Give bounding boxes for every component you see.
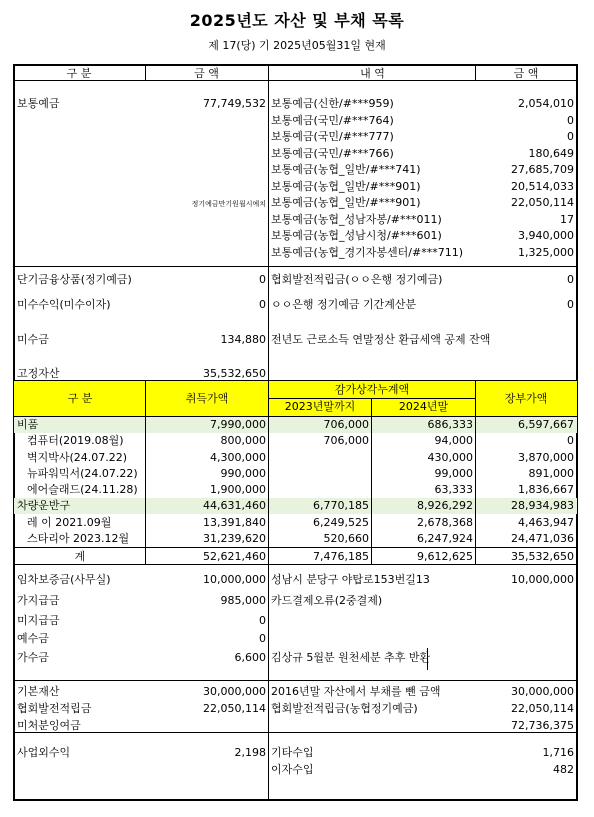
header-divider bbox=[14, 80, 577, 81]
liability-label: 가지급금 bbox=[17, 594, 60, 607]
liability-desc: 카드결제오류(2중결제) bbox=[271, 594, 383, 607]
column-rule bbox=[268, 65, 269, 381]
fixed-row-dep-current: 430,000 bbox=[427, 450, 473, 464]
fixed-header-depreciation: 감가상각누계액 bbox=[334, 383, 410, 396]
fixed-row-cost: 990,000 bbox=[220, 466, 266, 480]
header-detail: 내 역 bbox=[360, 67, 385, 80]
equity-desc-amount: 30,000,000 bbox=[511, 685, 574, 698]
document-subtitle: 제 17(당) 기 2025년05월31일 현재 bbox=[208, 39, 386, 52]
column-rule bbox=[475, 65, 476, 81]
fixed-total-cost: 52,621,460 bbox=[203, 550, 266, 563]
equity-desc-amount: 22,050,114 bbox=[511, 702, 574, 715]
fixed-row-cost: 800,000 bbox=[220, 434, 266, 448]
column-rule bbox=[371, 398, 372, 564]
equity-desc: 협회발전적립금(농협정기예금) bbox=[271, 702, 418, 715]
fixed-row-cost: 31,239,620 bbox=[203, 531, 266, 545]
fixed-row-book: 6,597,667 bbox=[518, 418, 574, 431]
deposit-amount: 77,749,532 bbox=[203, 97, 266, 110]
receivable-desc: 전년도 근로소득 연말정산 환급세액 공제 잔액 bbox=[271, 333, 491, 346]
accrued-desc-amount: 0 bbox=[567, 298, 574, 311]
fixed-header-cost: 취득가액 bbox=[185, 392, 229, 405]
deposit-label: 보통예금 bbox=[17, 97, 60, 110]
fixed-row-name: 레 이 2021.09월 bbox=[27, 515, 112, 529]
fixed-row-name: 스타리아 2023.12월 bbox=[27, 531, 130, 545]
fixed-row-cost: 44,631,460 bbox=[203, 499, 266, 513]
fixed-row-name: 컴퓨터(2019.08월) bbox=[27, 434, 124, 448]
row-divider bbox=[14, 380, 577, 381]
fixed-total-dep-current: 9,612,625 bbox=[417, 550, 473, 563]
column-rule bbox=[475, 381, 476, 564]
short-term-label: 단기금융상품(정기예금) bbox=[17, 273, 132, 286]
fixed-row-dep-prev: 6,249,525 bbox=[313, 515, 369, 529]
row-divider bbox=[14, 680, 577, 681]
fixed-row-book: 4,463,947 bbox=[518, 515, 574, 529]
fixed-row-dep-prev: 706,000 bbox=[323, 434, 369, 448]
deposit-item-amount: 20,514,033 bbox=[511, 179, 574, 193]
column-rule bbox=[268, 381, 269, 564]
row-divider bbox=[14, 732, 577, 733]
deposit-item-desc: 보통예금(농협_일반/#***741) bbox=[271, 163, 421, 176]
header-category: 구 분 bbox=[66, 67, 92, 80]
short-term-amount: 0 bbox=[259, 273, 266, 286]
equity-amount: 22,050,114 bbox=[203, 702, 266, 715]
fixed-row-book: 24,471,036 bbox=[511, 531, 574, 545]
deposit-item-desc: 보통예금(신한/#***959) bbox=[271, 97, 394, 110]
fixed-row-name: 차량운반구 bbox=[17, 499, 71, 513]
liability-label: 가수금 bbox=[17, 651, 49, 664]
deposit-item-desc: 보통예금(농협_일반/#***901) bbox=[271, 196, 421, 209]
deposit-item-amount: 180,649 bbox=[528, 146, 574, 160]
equity-label: 협회발전적립금 bbox=[17, 702, 92, 715]
income-item-amount: 1,716 bbox=[542, 746, 574, 759]
income-item-desc: 이자수입 bbox=[271, 763, 314, 776]
fixed-header-dep-current: 2024년말 bbox=[398, 400, 449, 413]
fixed-row-book: 3,870,000 bbox=[518, 450, 574, 464]
header-detail-amount: 금 액 bbox=[513, 67, 539, 80]
liability-desc: 김상규 5월분 원천세분 추후 반환 bbox=[271, 651, 431, 664]
equity-label: 미처분잉여금 bbox=[17, 719, 81, 732]
liability-amount: 10,000,000 bbox=[203, 573, 266, 586]
fixed-row-book: 891,000 bbox=[528, 466, 574, 480]
deposit-item-amount: 0 bbox=[567, 130, 574, 143]
liability-amount: 985,000 bbox=[220, 594, 266, 607]
fixed-row-dep-current: 686,333 bbox=[427, 418, 473, 431]
deposit-item-desc: 보통예금(농협_경기자봉센터/#***711) bbox=[271, 245, 464, 259]
fixed-row-dep-prev: 520,660 bbox=[323, 531, 369, 545]
fixed-row-dep-current: 2,678,368 bbox=[417, 515, 473, 529]
fixed-row-book: 28,934,983 bbox=[511, 499, 574, 513]
row-divider bbox=[14, 564, 577, 565]
column-rule bbox=[145, 381, 146, 564]
fixed-row-cost: 13,391,840 bbox=[203, 515, 266, 529]
fixed-row-dep-current: 8,926,292 bbox=[417, 499, 473, 513]
fixed-row-cost: 4,300,000 bbox=[210, 450, 266, 464]
liability-desc: 성남시 분당구 야탑로153번길13 bbox=[271, 573, 430, 586]
equity-desc-amount: 72,736,375 bbox=[511, 719, 574, 732]
fixed-row-name: 벽지박사(24.07.22) bbox=[27, 450, 128, 464]
receivable-label: 미수금 bbox=[17, 333, 49, 346]
deposit-item-amount: 1,325,000 bbox=[518, 245, 574, 259]
income-amount: 2,198 bbox=[234, 746, 266, 759]
short-term-desc-amount: 0 bbox=[567, 273, 574, 286]
row-divider bbox=[14, 416, 577, 417]
accrued-amount: 0 bbox=[259, 298, 266, 311]
deposit-item-amount: 17 bbox=[560, 212, 574, 226]
deposit-item-desc: 보통예금(국민/#***764) bbox=[271, 113, 394, 127]
fixed-header-dep-prev: 2023년말까지 bbox=[284, 400, 356, 413]
fixed-header-book: 장부가액 bbox=[504, 392, 548, 405]
fixed-assets-label: 고정자산 bbox=[17, 367, 60, 380]
fixed-row-cost: 7,990,000 bbox=[210, 418, 266, 431]
header-amount: 금 액 bbox=[194, 67, 219, 80]
total-divider bbox=[14, 547, 577, 548]
income-item-desc: 기타수입 bbox=[271, 746, 314, 759]
deposit-item-desc: 보통예금(국민/#***777) bbox=[271, 130, 394, 143]
fixed-row-dep-current: 63,333 bbox=[434, 483, 473, 496]
equity-label: 기본재산 bbox=[17, 685, 60, 698]
accrued-label: 미수수익(미수이자) bbox=[17, 298, 111, 311]
fixed-row-dep-prev: 706,000 bbox=[323, 418, 369, 431]
row-divider bbox=[14, 266, 577, 267]
accrued-desc: ㅇㅇ은행 정기예금 기간계산분 bbox=[271, 298, 417, 311]
fixed-total-dep-prev: 7,476,185 bbox=[313, 550, 369, 563]
fixed-row-cost: 1,900,000 bbox=[210, 483, 266, 496]
bracket-line bbox=[427, 648, 428, 670]
equity-amount: 30,000,000 bbox=[203, 685, 266, 698]
fixed-row-dep-current: 94,000 bbox=[434, 434, 473, 448]
fixed-header-name: 구 분 bbox=[67, 392, 93, 405]
deposit-item-amount: 0 bbox=[567, 113, 574, 127]
fixed-assets-amount: 35,532,650 bbox=[203, 367, 266, 380]
fixed-row-book: 1,836,667 bbox=[518, 483, 574, 496]
fixed-row-name: 비품 bbox=[17, 418, 39, 431]
document-title: 2025년도 자산 및 부채 목록 bbox=[189, 11, 405, 30]
deposit-item-desc: 보통예금(농협_일반/#***901) bbox=[271, 179, 421, 193]
liability-desc-amount: 10,000,000 bbox=[511, 573, 574, 586]
deposit-item-desc: 보통예금(국민/#***766) bbox=[271, 146, 394, 160]
fixed-row-dep-prev: 6,770,185 bbox=[313, 499, 369, 513]
fixed-row-dep-current: 6,247,924 bbox=[417, 531, 473, 545]
liability-amount: 6,600 bbox=[234, 651, 266, 664]
deposit-item-desc: 보통예금(농협_성남시청/#***601) bbox=[271, 229, 442, 242]
liability-amount: 0 bbox=[259, 614, 266, 627]
column-rule bbox=[145, 65, 146, 81]
short-term-desc: 협회발전적립금(ㅇㅇ은행 정기예금) bbox=[271, 273, 443, 286]
fixed-total-book: 35,532,650 bbox=[511, 550, 574, 563]
deposit-item-amount: 2,054,010 bbox=[518, 97, 574, 110]
deposit-item-amount: 27,685,709 bbox=[511, 163, 574, 176]
liability-label: 미지급금 bbox=[17, 614, 60, 627]
liability-label: 임차보증금(사무실) bbox=[17, 573, 111, 586]
liability-label: 예수금 bbox=[17, 632, 49, 645]
deposit-item-desc: 보통예금(농협_성남자봉/#***011) bbox=[271, 212, 442, 226]
deposit-note: 정기예금만기원월시예치 bbox=[191, 200, 266, 208]
fixed-row-dep-current: 99,000 bbox=[434, 466, 473, 480]
income-item-amount: 482 bbox=[553, 763, 574, 776]
equity-desc: 2016년말 자산에서 부채를 뺀 금액 bbox=[271, 685, 441, 698]
fixed-row-name: 뉴파워믹서(24.07.22) bbox=[27, 466, 138, 480]
deposit-item-amount: 22,050,114 bbox=[511, 196, 574, 209]
income-label: 사업외수익 bbox=[17, 746, 71, 759]
fixed-row-name: 에어슬래드(24.11.28) bbox=[27, 483, 138, 496]
receivable-amount: 134,880 bbox=[220, 333, 266, 346]
liability-amount: 0 bbox=[259, 632, 266, 645]
column-rule bbox=[268, 565, 269, 800]
fixed-total-label: 계 bbox=[74, 550, 86, 563]
fixed-row-book: 0 bbox=[567, 434, 574, 448]
deposit-item-amount: 3,940,000 bbox=[518, 229, 574, 242]
